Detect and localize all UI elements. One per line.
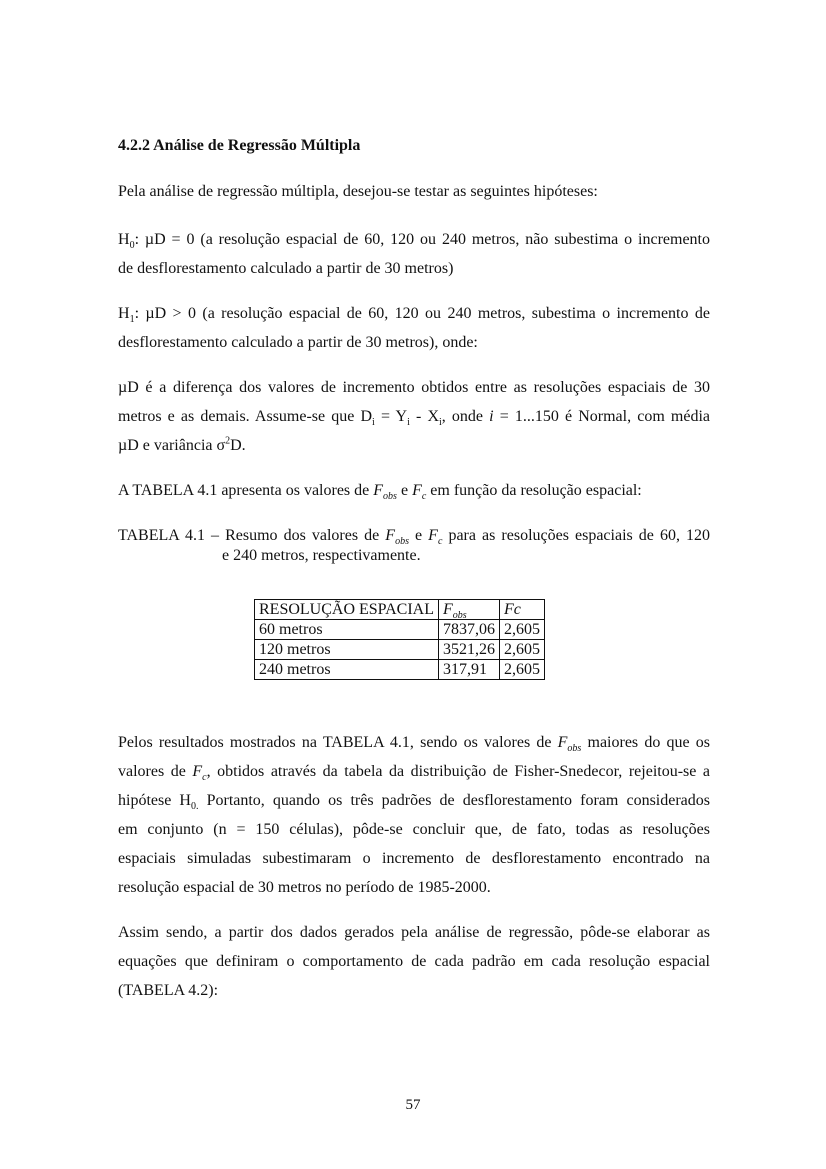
results-line-5: espaciais simuladas subestimaram o incremento de desflorestamento encontrado na — [118, 850, 710, 867]
table-row — [255, 620, 545, 640]
section-heading: 4.2.2 Análise de Regressão Múltipla — [118, 137, 361, 154]
table-caption — [118, 526, 710, 566]
cell-fc: 2,605 — [500, 640, 545, 660]
mu-definition-paragraph — [118, 373, 710, 460]
results-line-3: hipótese $H_{0.}$ Portanto, quando os três padrões de desflorestamento foram considerados — [118, 792, 710, 813]
caption-line-2: e 240 metros, respectivamente. — [222, 547, 421, 564]
header-fc: Fc — [500, 600, 545, 620]
hypothesis-h0 — [118, 225, 710, 283]
header-resolucao: RESOLUÇÃO ESPACIAL — [255, 600, 439, 620]
hypothesis-h1 — [118, 299, 710, 357]
mu-line-1: µD é a diferença dos valores de incremento obtidos entre as resoluções espaciais de 30 — [118, 379, 710, 396]
caption-line-1: TABELA 4.1 – Resumo dos valores de $F_{obs}$ e $F_c$ para as resoluções espaciais de 60, 120 — [118, 527, 710, 548]
final-line-1: Assim sendo, a partir dos dados gerados pela análise de regressão, pôde-se elaborar as — [118, 924, 710, 941]
results-line-6: resolução espacial de 30 metros no período de 1985-2000. — [118, 879, 491, 896]
results-line-1: Pelos resultados mostrados na TABELA 4.1, sendo os valores de $F_{obs}$ maiores do que os — [118, 734, 710, 755]
cell-resolucao: 120 metros — [255, 640, 439, 660]
table-row — [255, 660, 545, 680]
final-line-2: equações que definiram o comportamento de cada padrão em cada resolução espacial — [118, 953, 710, 970]
table-header-row — [255, 600, 545, 620]
intro-paragraph: Pela análise de regressão múltipla, desejou-se testar as seguintes hipóteses: — [118, 183, 598, 200]
h1-line-2: desflorestamento calculado a partir de 30 metros), onde: — [118, 334, 478, 351]
table-row — [255, 640, 545, 660]
final-line-3: (TABELA 4.2): — [118, 982, 219, 999]
cell-resolucao: 60 metros — [255, 620, 439, 640]
cell-fobs: 7837,06 — [439, 620, 500, 640]
results-paragraph — [118, 728, 710, 902]
results-line-4: em conjunto (n = 150 células), pôde-se concluir que, de fato, todas as resoluções — [118, 821, 710, 838]
mu-line-3: µD e variância $\sigma^2D$. — [118, 435, 246, 454]
results-line-2: valores de $F_c$, obtidos através da tabela da distribuição de Fisher-Snedecor, rejeitou-se a — [118, 763, 710, 784]
cell-fc: 2,605 — [500, 660, 545, 680]
cell-fc: 2,605 — [500, 620, 545, 640]
results-table — [254, 599, 545, 680]
cell-fobs: 3521,26 — [439, 640, 500, 660]
page-number: 57 — [405, 1097, 421, 1113]
cell-fobs: 317,91 — [439, 660, 500, 680]
table-intro-paragraph: A TABELA 4.1 apresenta os valores de $F_{obs}$ e $F_c$ em função da resolução espacial: — [118, 482, 642, 503]
final-paragraph — [118, 918, 710, 1005]
h0-line-2: de desflorestamento calculado a partir de 30 metros) — [118, 260, 454, 277]
mu-line-2: metros e as demais. Assume-se que $D_i = Y_i - X_i$, onde i = 1...150 é Normal, com média — [118, 408, 711, 429]
h0-line-1: $H_0$: µD = 0 (a resolução espacial de 60, 120 ou 240 metros, não subestima o incremento — [118, 231, 710, 252]
header-fobs: $F_{obs}$ — [439, 600, 500, 620]
h1-line-1: $H_1$: µD > 0 (a resolução espacial de 60, 120 ou 240 metros, subestima o incremento de — [118, 305, 710, 326]
cell-resolucao: 240 metros — [255, 660, 439, 680]
